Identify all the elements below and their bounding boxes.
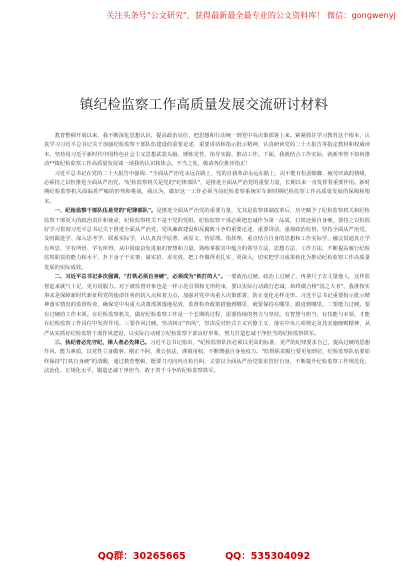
section-heading: 一、纪检监察干部队伍是党的"纪律部队"。	[54, 208, 157, 215]
document-body	[44, 132, 370, 377]
paragraph: 二、习近平总书记多次强调，"打铁必须自身硬"，必须成为"铁打的人"。一要政治过硬。政治上过硬了，再拿尺子去丈量他人，这样监督起来就气十足，更有说服力。对于被监督对象也是一样示范引领和无形约束，要以实际行动践行忠诚，始终做合格"国之大者"，我准按实事求是保障新时代新征程党的使命任务的切入点和着力点，加强对党中央重大决策部署，防止变化走样走形。习近平总书记重要指示批示精神落实情况的监督检查，确保党中央重大决策部署落地见效，监督检查政策措施到哪里，就要保持在哪里、跟进到哪里。二要能力过硬。要有过硬的工作本领。在纪检监察机关，做好纪检监察工作是一个长期的过程，需要持续的努力与坚持。有智慧与担当，有技能与本领，才能在纪检监察工作岗位中发挥作用。三要作风过硬。坚决纠正"四风"，坚决反对形式主义官僚主义，落实中央八项规定及其实施细则精神，从严从实抓好纪检监察干部作风建设，以实际行动树立纪检监察干部良好形象，努力打造忠诚干净担当的纪检监察铁军。	[44, 274, 370, 337]
qq-text: QQ：535304092	[225, 551, 311, 562]
footer-contact	[0, 548, 408, 562]
top-banner	[0, 0, 408, 36]
promo-banner-text: 关注头条号"公文研究"，获得最新最全最专业的公文资料库！ 微信：gongwenyj	[106, 11, 396, 20]
paragraph: 一、纪检监察干部队伍是党的"纪律部队"。是推进全面从严治党的重要力量，尤其是监察体制改革后，历史赋予了纪检监察机关和纪检监察干部更大的政治责任和使命，纪检监察机关不是不党的党组，纪检监察干部必须把忠诚作为第一品质，打铁还须自身硬，要持之以恒抓好学习贯彻习近平总书记关于推进全面从严治党、党风廉政建设和反腐败斗争的重要论述、重要讲话，重视政治监督，坚持全面从严治党，及时跟进学、深入思考学、联系实际学，认认真真学原著、读原文、悟原理。指挥理，重点结合自身的思想和工作实际学，融会贯通真正学有所思、学有所悟、学有所得，从中汲取奋发进取的智慧和力量，熟练掌握其中蕴含的领导方法、思想方法、工作方法，不断提高履行纪检监察职责的能力和水平，扑下身子干实事、谋实招、求实效，把工作做得更扎实、更深入，切实把学习成果转化为推动纪检监察工作高质量发展的实际成效。	[44, 208, 370, 271]
paragraph: 三、执纪者必先守纪，律人者必先律己。习近平总书记指出，"纪检监察队伍必须以更高的标准、更严的纪律要求自己，提高过硬的思想作风、能力素质，以党性立身做事、刚正不阿、秉公执法，谨慎用权，不断增强自身免疫力。"监督职责履行要更加到位，纪检监察队伍要始终保持"打铁自身硬"的清醒，通过教育整顿，既要刀刃向内自检自纠，又要以全面从严治党要求管好自身，不断提升纪检监察工作规范化、法治化、正规化水平，锻造忠诚干净担当、敢于善于斗争的纪检监察铁军。	[44, 339, 370, 375]
section-heading: 三、执纪者必先守纪，律人者必先律己。	[54, 339, 151, 346]
paragraph: 习近平总书记在党的二十大报告中强调："全面从严治党永远在路上，党的自我革命永远在路上，决不能有松劲歇脚、疲劳厌战的情绪，必须持之以恒推进全面从严治党。"纪检监察机关是党的"纪律部队"，是推进全面从严治党的重要力量，长期以来一直发挥着重要作用。新时期纪检监察机关面临着严峻的形势和挑战，我认为，做好这一工作必须当前纪检监察系统军车新时期纪检监察工作高质量发展的保障和根本。	[44, 170, 370, 205]
section-heading: 二、习近平总书记多次强调，"打铁必须自身硬"，必须成为"铁打的人"。	[54, 274, 226, 281]
qq-group-text: QQ群：30265665	[97, 551, 186, 562]
document-title: 镇纪检监察工作高质量发展交流研讨材料	[79, 97, 329, 113]
paragraph: 教育整顿开展以来，我不断深化思想认识，提高政治站位，把思想和行动统一到党中央决策部署上来。紧紧抓住学习教育这个根本，认真学习习近平总书记关于加强纪检监察干部队伍建设的重要论述、重要讲话和指示批示精神，认真研读党的二十大报告等指定教材和权威读本，坚持用习近平新时代中国特色社会主义思想武装头脑、锤炼党性、指导实践、推动工作。下面，我就结合工作实际，就新形势下如何推动**镇纪检监察工作高质量发展谈一谈我的认识和体会。不当之处，敬请各位批评指正！	[44, 133, 370, 168]
